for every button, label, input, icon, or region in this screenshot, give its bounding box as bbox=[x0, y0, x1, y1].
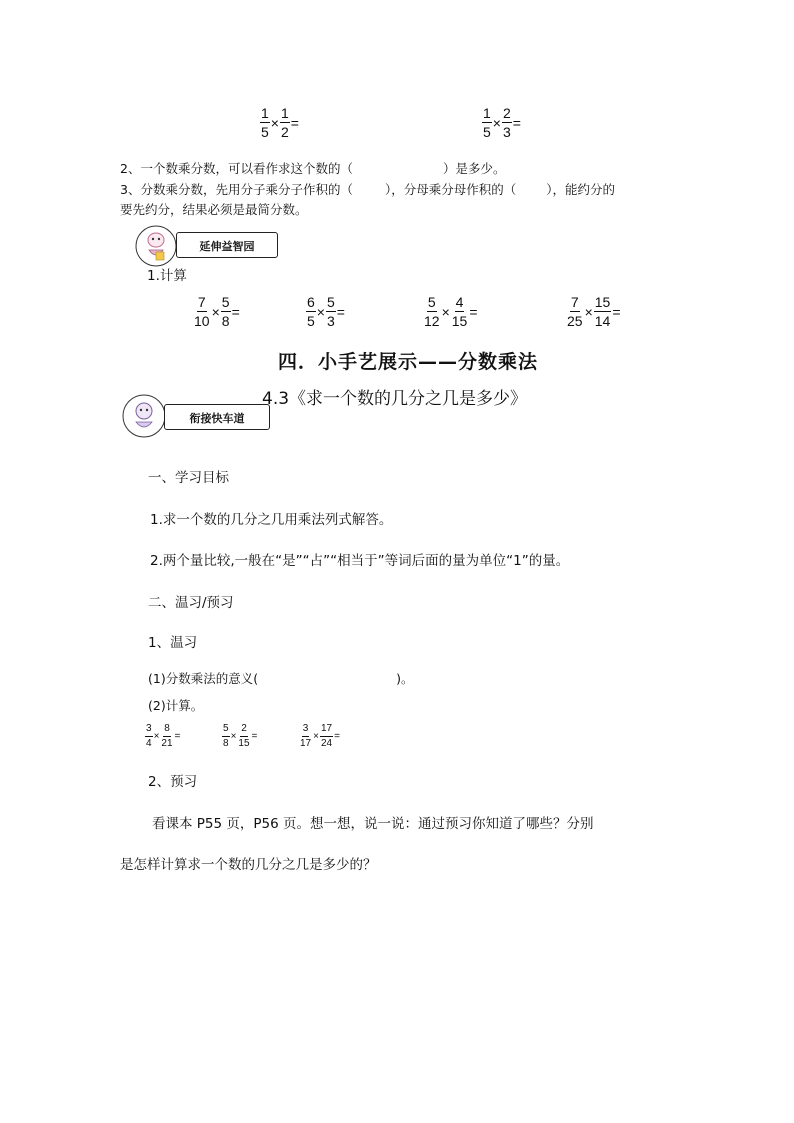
fraction-expression: $\frac{7}{25}$ × $\frac{15}{14}$ = bbox=[567, 294, 621, 329]
review-subheading: 1、温习 bbox=[148, 635, 198, 651]
goal-item: 1.求一个数的几分之几用乘法列式解答。 bbox=[150, 512, 393, 528]
review-question-2: (2)计算。 bbox=[148, 698, 204, 713]
review-heading: 二、温习/预习 bbox=[148, 595, 234, 611]
goal-item: 2.两个量比较,一般在“是”“占”“相当于”等词后面的量为单位“1”的量。 bbox=[150, 553, 570, 569]
cartoon-character-icon bbox=[134, 222, 182, 268]
banner-label: 衔接快车道 bbox=[189, 412, 245, 425]
fraction-expression: $\frac{7}{10}$ × $\frac{5}{8}$ = bbox=[194, 294, 240, 329]
lesson-title: 4.3《求一个数的几分之几是多少》 bbox=[262, 389, 528, 409]
section-title: 四．小手艺展示——分数乘法 bbox=[277, 351, 538, 373]
banner-label: 延伸益智园 bbox=[199, 240, 255, 253]
rule-line-3-cont: 要先约分，结果必须是最简分数。 bbox=[120, 202, 308, 217]
fraction-expression: $\frac{3}{17}$ × $\frac{17}{24}$ = bbox=[300, 723, 340, 749]
fraction-expression: $\frac{1}{5}$ × $\frac{1}{2}$ = bbox=[261, 105, 299, 140]
rule-line-3: 3、分数乘分数，先用分子乘分子作积的（ ），分母乘分母作积的（ ），能约分的 bbox=[120, 182, 615, 197]
cartoon-character-icon bbox=[120, 392, 170, 440]
fraction-expression: $\frac{3}{4}$ × $\frac{8}{21}$ = bbox=[146, 723, 181, 749]
calc-label: 1.计算 bbox=[147, 268, 187, 284]
fraction-expression: $\frac{1}{5}$ × $\frac{2}{3}$ = bbox=[483, 105, 521, 140]
fraction-expression: $\frac{5}{12}$ × $\frac{4}{15}$ = bbox=[424, 294, 478, 329]
preview-subheading: 2、预习 bbox=[148, 774, 198, 790]
preview-paragraph-line: 是怎样计算求一个数的几分之几是多少的？ bbox=[120, 857, 377, 873]
fraction-expression: $\frac{6}{5}$ × $\frac{5}{3}$ = bbox=[307, 294, 345, 329]
rule-line-2: 2、一个数乘分数，可以看作求这个数的（ ）是多少。 bbox=[120, 161, 506, 176]
goals-heading: 一、学习目标 bbox=[148, 470, 229, 486]
fraction-expression: $\frac{5}{8}$ × $\frac{2}{15}$ = bbox=[223, 723, 258, 749]
section-banner-extend bbox=[134, 224, 284, 266]
review-question-1: (1)分数乘法的意义( )。 bbox=[148, 671, 414, 686]
preview-paragraph-line: 看课本 P55 页，P56 页。想一想，说一说：通过预习你知道了哪些？分别 bbox=[152, 816, 594, 832]
section-banner-connect bbox=[120, 392, 270, 438]
